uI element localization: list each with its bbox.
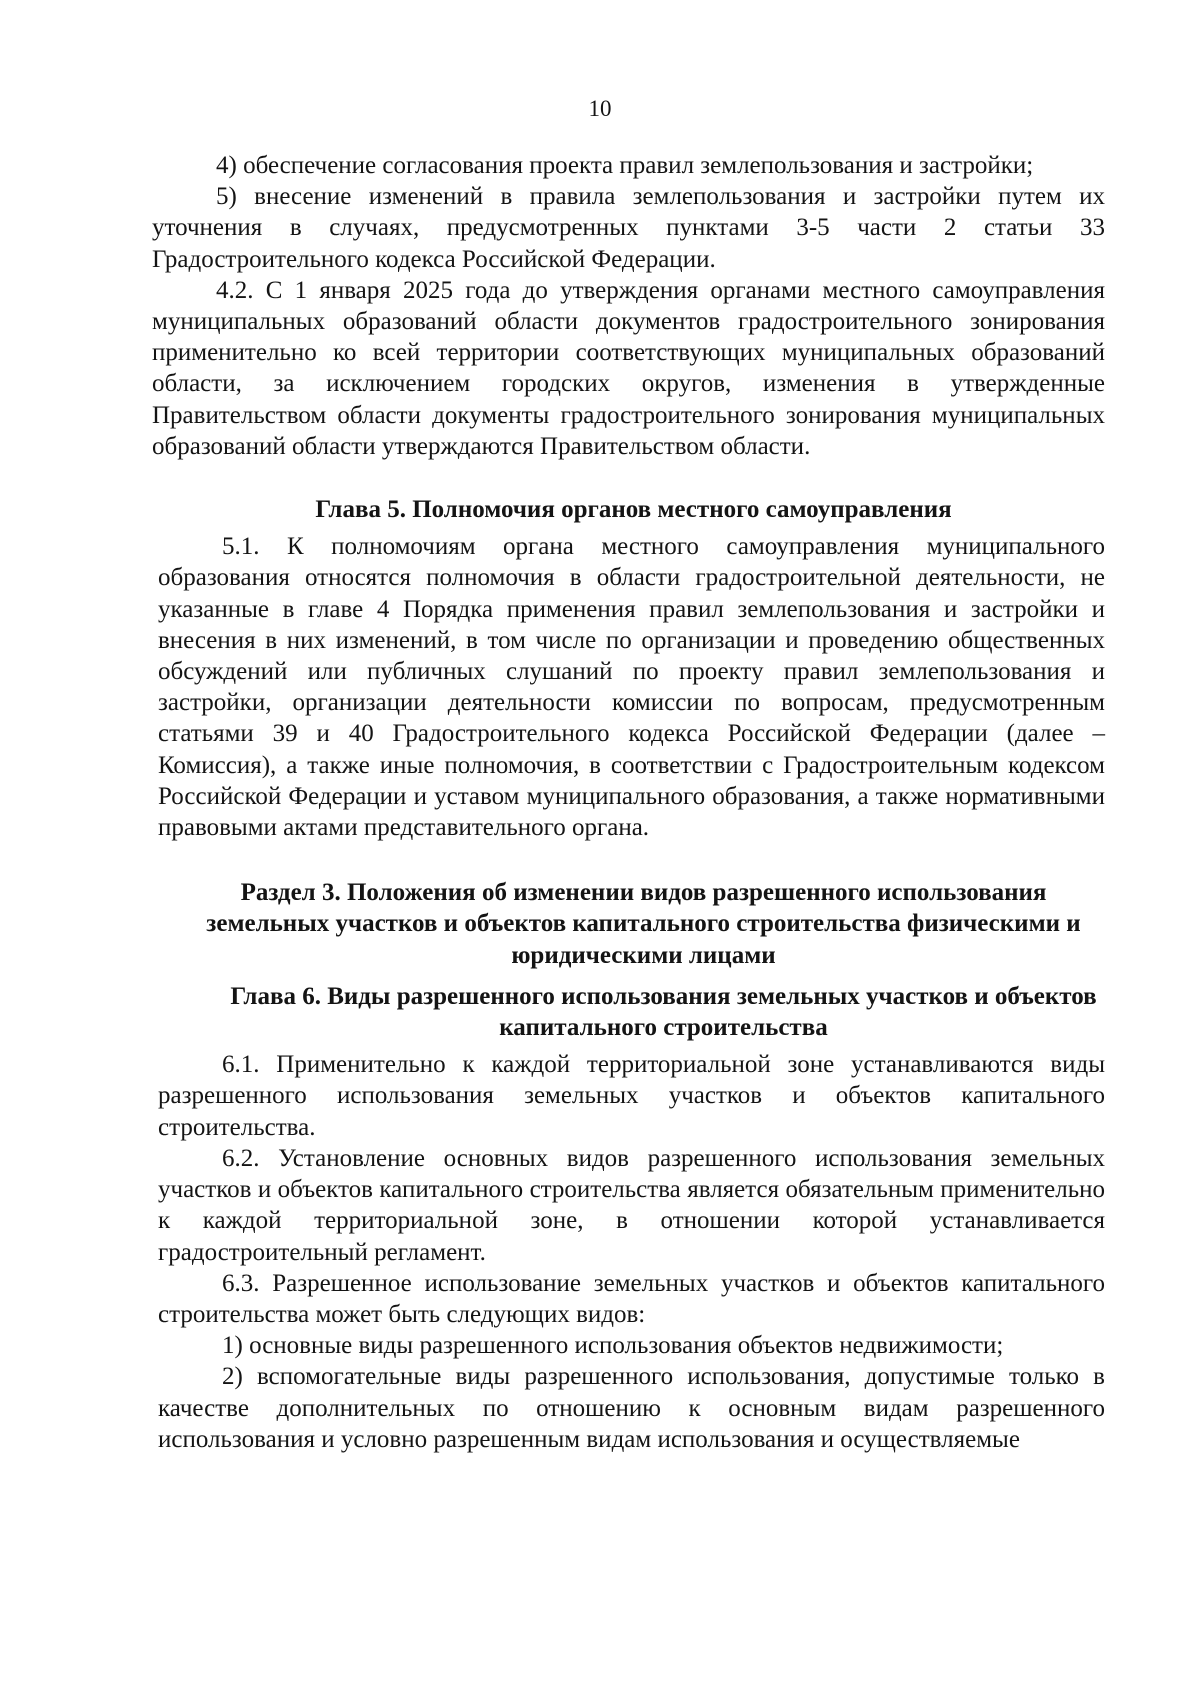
section-3-heading: Раздел 3. Положения об изменении видов разрешенного использования земельных участков и объектов капитального строительства физическими и юридическими лицами [206, 879, 1081, 969]
page-number: 10 [588, 96, 612, 121]
chapter-5-heading: Глава 5. Полномочия органов местного самоуправления [315, 496, 952, 524]
document-body [152, 150, 1105, 1455]
chapter-6-heading: Глава 6. Виды разрешенного использования земельных участков и объектов капитального строительства [230, 982, 1097, 1042]
list-item-1: 1) основные виды разрешенного использования объектов недвижимости; [222, 1332, 1004, 1360]
paragraph-6-3: 6.3. Разрешенное использование земельных участков и объектов капитального строительства может быть следующих видов: [158, 1269, 1105, 1328]
paragraph-5: 5) внесение изменений в правила землепользования и застройки путем их уточнения в случаях, предусмотренных пунктами 3-5 части 2 статьи 33 Градостроительного кодекса Российской Федерации. [152, 183, 1105, 273]
paragraph-4: 4) обеспечение согласования проекта правил землепользования и застройки; [216, 152, 1034, 179]
paragraph-6-2: 6.2. Установление основных видов разрешенного использования земельных участков и объектов капитального строительства является обязательным применительно к каждой территориальной зоне, в отношении которой устанавливается градостроительный регламент. [158, 1144, 1105, 1266]
paragraph-4-2: 4.2. С 1 января 2025 года до утверждения органами местного самоуправления муниципальных образований области документов градостроительного зонирования применительно ко всей территории соответствующих муниципальных образований области, за исключением городских округов, изменения в утвержденные Правительством области документы градостроительного зонирования муниципальных образований области утверждаются Правительством области. [152, 276, 1105, 460]
paragraph-6-1: 6.1. Применительно к каждой территориальной зоне устанавливаются виды разрешенного использования земельных участков и объектов капитального строительства. [158, 1051, 1105, 1141]
paragraph-5-1: 5.1. К полномочиям органа местного самоуправления муниципального образования относятся полномочия в области градостроительной деятельности, не указанные в главе 4 Порядка применения правил землепользования и застройки и внесения в них изменений, в том числе по организации и проведению общественных обсуждений или публичных слушаний по проекту правил землепользования и застройки, организации деятельности комиссии по вопросам, предусмотренным статьями 39 и 40 Градостроительного кодекса Российской Федерации (далее – Комиссия), а также иные полномочия, в соответствии с Градостроительным кодексом Российской Федерации и уставом муниципального образования, а также нормативными правовыми актами представительного органа. [158, 533, 1105, 842]
list-item-2: 2) вспомогательные виды разрешенного использования, допустимые только в качестве дополнительных по отношению к основным видам разрешенного использования и условно разрешенным видам использования и осуществляемые [158, 1363, 1105, 1453]
